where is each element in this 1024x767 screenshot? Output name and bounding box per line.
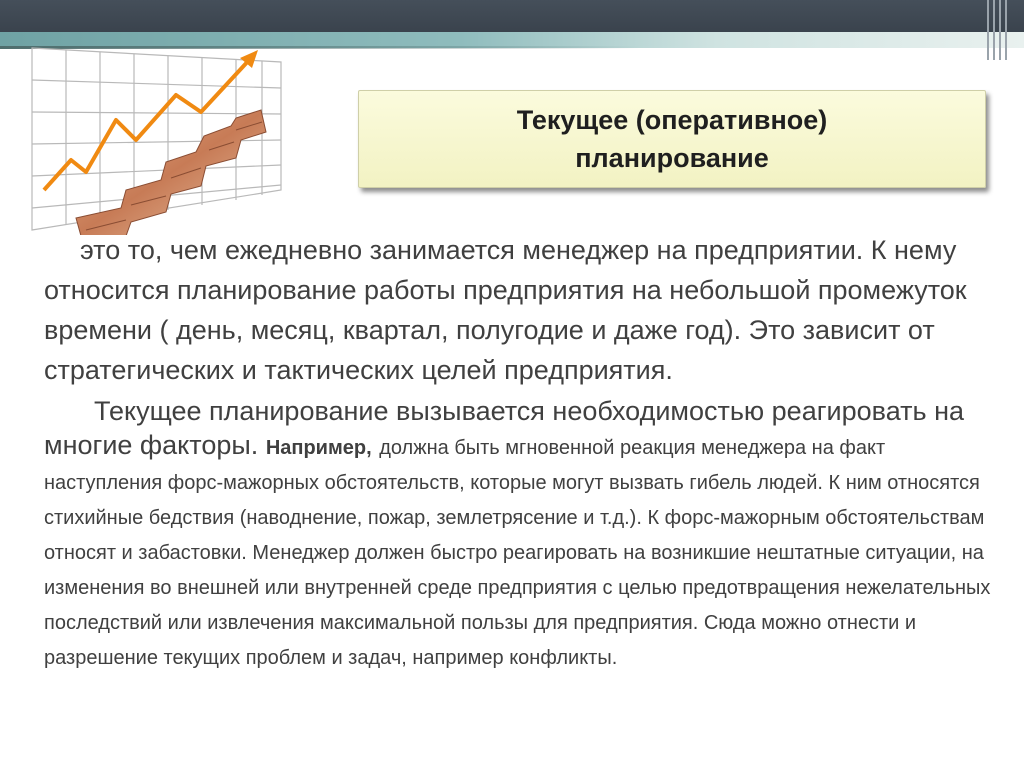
top-bar <box>0 0 1024 32</box>
paragraph-factors-lead: Текущее планирование вызывается необходимостью реагировать на многие факторы. <box>44 396 964 460</box>
slide-body <box>44 230 1004 673</box>
title-line-1: Текущее (оперативное) <box>516 105 828 135</box>
paragraph-factors <box>44 394 1004 673</box>
paragraph-definition: это то, чем ежедневно занимается менеджер на предприятии. К нему относится планирование работы предприятия на небольшой промежуток времени ( день, месяц, квартал, полугодие и даже год). Это зависит от стратегических и тактических целей предприятия. <box>44 235 967 385</box>
title-box <box>358 90 986 188</box>
corner-decoration <box>984 0 1024 60</box>
title-line-2: планирование <box>575 143 769 173</box>
paragraph-factors-details: должна быть мгновенной реакция менеджера на факт наступления форс-мажорных обстоятельств, которые могут вызвать гибель людей. К ним относятся стихийные бедствия (наводнение, пожар, землетрясение и т.д.). К форс-мажорным обстоятельствам относят и забастовки. Менеджер должен быстро реагировать на возникшие нештатные ситуации, на изменения во внешней или внутренней среде предприятия с целью предотвращения нежелательных последствий или извлечения максимальной пользы для предприятия. Сюда можно отнести и разрешение текущих проблем и задач, например конфликты. <box>44 437 991 669</box>
example-label: Например, <box>265 437 372 459</box>
growth-chart-illustration <box>26 40 288 235</box>
